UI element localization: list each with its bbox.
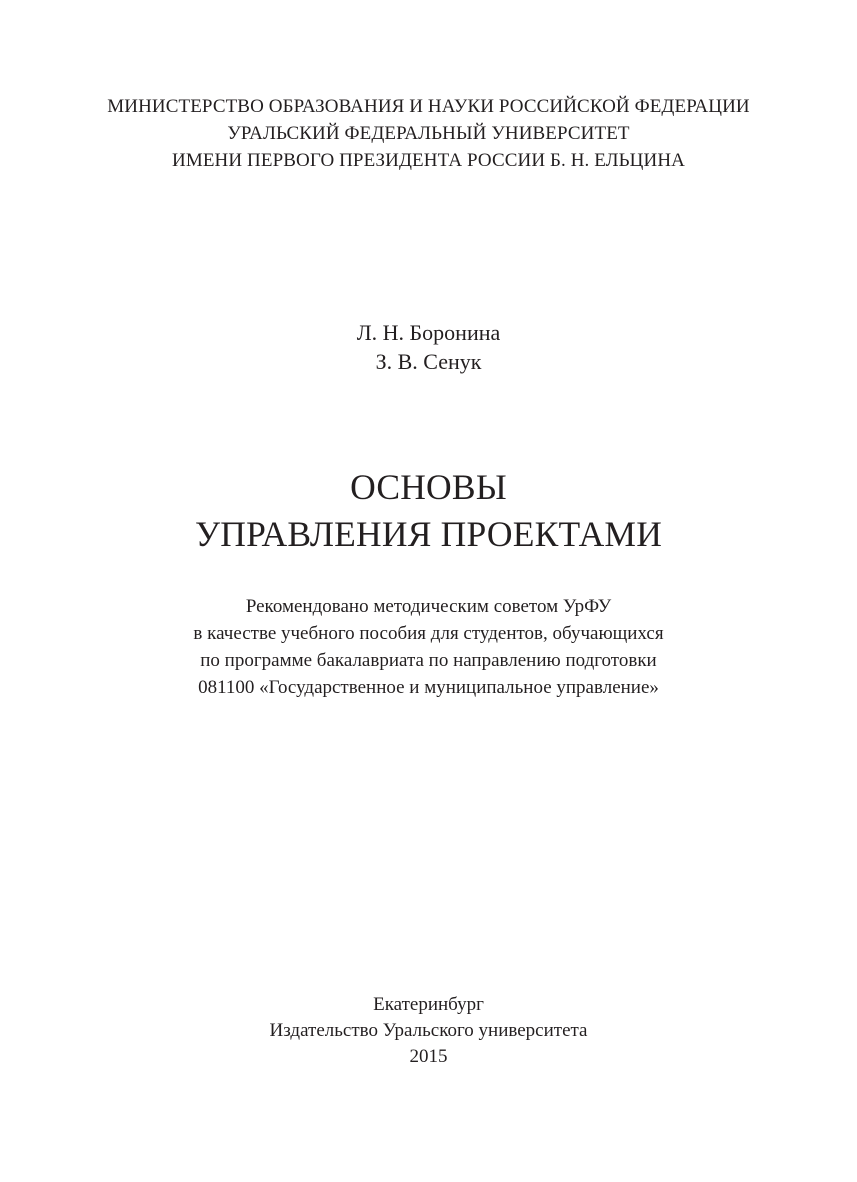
author-2: З. В. Сенук: [375, 349, 482, 374]
book-title-line-1: ОСНОВЫ: [350, 467, 507, 507]
book-title-line-2: УПРАВЛЕНИЯ ПРОЕКТАМИ: [194, 514, 663, 554]
author-1: Л. Н. Боронина: [356, 320, 501, 345]
institution-line-university: УРАЛЬСКИЙ ФЕДЕРАЛЬНЫЙ УНИВЕРСИТЕТ: [227, 123, 630, 144]
imprint-year: 2015: [409, 1046, 448, 1067]
book-title: [0, 464, 857, 558]
institution-line-ministry: МИНИСТЕРСТВО ОБРАЗОВАНИЯ И НАУКИ РОССИЙСКОЙ ФЕДЕРАЦИИ: [107, 96, 750, 117]
institution-header: [0, 93, 857, 174]
imprint-publisher: Издательство Уральского университета: [269, 1020, 588, 1041]
imprint-city: Екатеринбург: [373, 994, 484, 1015]
institution-line-named-after: ИМЕНИ ПЕРВОГО ПРЕЗИДЕНТА РОССИИ Б. Н. ЕЛЬЦИНА: [172, 150, 685, 171]
recommendation-line-3: по программе бакалавриата по направлению подготовки: [200, 650, 657, 671]
imprint: [0, 992, 857, 1070]
recommendation-line-1: Рекомендовано методическим советом УрФУ: [245, 596, 612, 617]
recommendation-note: [0, 593, 857, 701]
recommendation-line-2: в качестве учебного пособия для студентов, обучающихся: [193, 623, 664, 644]
recommendation-line-4: 081100 «Государственное и муниципальное управление»: [198, 677, 659, 698]
authors: [0, 318, 857, 376]
